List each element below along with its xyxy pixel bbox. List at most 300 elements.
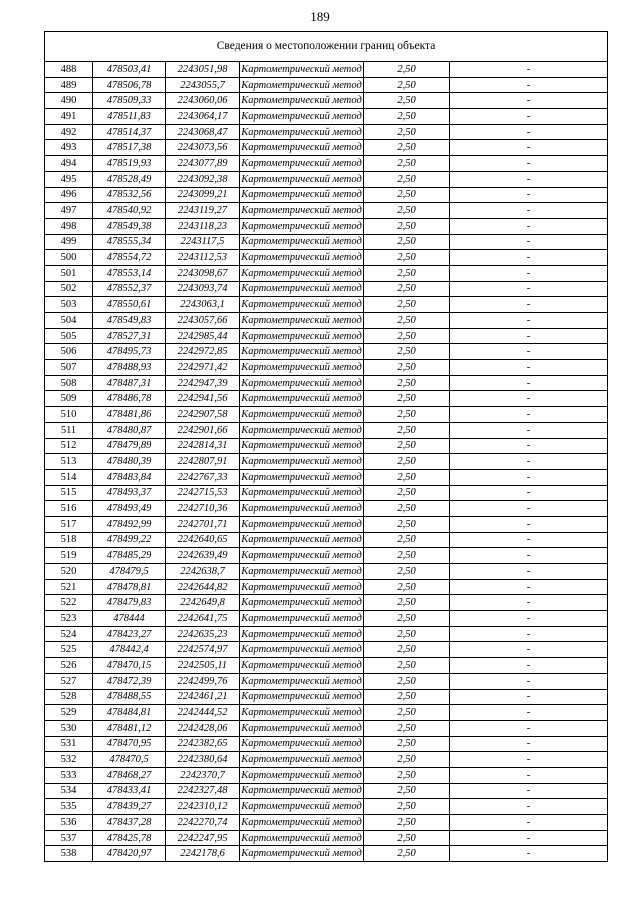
cell-coord-x: 478444 xyxy=(93,611,166,627)
table-row xyxy=(45,156,608,172)
cell-description: - xyxy=(450,124,608,140)
cell-method: Картометрический метод xyxy=(240,375,364,391)
cell-description: - xyxy=(450,532,608,548)
cell-precision: 2,50 xyxy=(364,595,450,611)
cell-precision: 2,50 xyxy=(364,250,450,266)
cell-coord-y: 2242247,95 xyxy=(166,830,240,846)
cell-precision: 2,50 xyxy=(364,407,450,423)
cell-precision: 2,50 xyxy=(364,846,450,862)
cell-description: - xyxy=(450,752,608,768)
cell-coord-x: 478479,83 xyxy=(93,595,166,611)
cell-method: Картометрический метод xyxy=(240,720,364,736)
cell-point-number: 537 xyxy=(45,830,93,846)
cell-method: Картометрический метод xyxy=(240,156,364,172)
cell-point-number: 489 xyxy=(45,77,93,93)
cell-precision: 2,50 xyxy=(364,62,450,78)
cell-point-number: 533 xyxy=(45,767,93,783)
cell-point-number: 498 xyxy=(45,218,93,234)
cell-description: - xyxy=(450,187,608,203)
cell-point-number: 526 xyxy=(45,658,93,674)
cell-coord-x: 478552,37 xyxy=(93,281,166,297)
cell-point-number: 492 xyxy=(45,124,93,140)
cell-coord-y: 2243060,06 xyxy=(166,93,240,109)
cell-coord-x: 478439,27 xyxy=(93,799,166,815)
table-row xyxy=(45,532,608,548)
table-row xyxy=(45,485,608,501)
cell-point-number: 524 xyxy=(45,626,93,642)
cell-precision: 2,50 xyxy=(364,548,450,564)
cell-method: Картометрический метод xyxy=(240,736,364,752)
table-row xyxy=(45,548,608,564)
cell-description: - xyxy=(450,485,608,501)
table-row xyxy=(45,611,608,627)
cell-precision: 2,50 xyxy=(364,234,450,250)
cell-point-number: 509 xyxy=(45,391,93,407)
cell-coord-x: 478555,34 xyxy=(93,234,166,250)
table-title: Сведения о местоположении границ объекта xyxy=(45,32,608,62)
cell-point-number: 501 xyxy=(45,265,93,281)
cell-coord-x: 478468,27 xyxy=(93,767,166,783)
cell-coord-y: 2242635,23 xyxy=(166,626,240,642)
table-row xyxy=(45,218,608,234)
cell-coord-y: 2243051,98 xyxy=(166,62,240,78)
cell-description: - xyxy=(450,767,608,783)
cell-coord-y: 2242710,36 xyxy=(166,501,240,517)
cell-precision: 2,50 xyxy=(364,767,450,783)
cell-coord-x: 478550,61 xyxy=(93,297,166,313)
cell-method: Картометрический метод xyxy=(240,846,364,862)
cell-description: - xyxy=(450,313,608,329)
cell-coord-y: 2242499,76 xyxy=(166,673,240,689)
cell-method: Картометрический метод xyxy=(240,548,364,564)
cell-description: - xyxy=(450,830,608,846)
cell-description: - xyxy=(450,736,608,752)
cell-coord-x: 478423,27 xyxy=(93,626,166,642)
cell-method: Картометрический метод xyxy=(240,328,364,344)
cell-precision: 2,50 xyxy=(364,611,450,627)
cell-precision: 2,50 xyxy=(364,564,450,580)
cell-method: Картометрический метод xyxy=(240,140,364,156)
cell-method: Картометрический метод xyxy=(240,595,364,611)
cell-point-number: 510 xyxy=(45,407,93,423)
cell-description: - xyxy=(450,218,608,234)
cell-coord-x: 478483,84 xyxy=(93,469,166,485)
cell-coord-y: 2242807,91 xyxy=(166,454,240,470)
table-row xyxy=(45,360,608,376)
cell-method: Картометрический метод xyxy=(240,297,364,313)
table-row xyxy=(45,783,608,799)
cell-point-number: 508 xyxy=(45,375,93,391)
table-row xyxy=(45,626,608,642)
cell-description: - xyxy=(450,344,608,360)
cell-precision: 2,50 xyxy=(364,485,450,501)
cell-method: Картометрический метод xyxy=(240,265,364,281)
cell-description: - xyxy=(450,469,608,485)
cell-coord-x: 478553,14 xyxy=(93,265,166,281)
cell-precision: 2,50 xyxy=(364,171,450,187)
cell-coord-x: 478540,92 xyxy=(93,203,166,219)
cell-description: - xyxy=(450,642,608,658)
table-row xyxy=(45,171,608,187)
cell-point-number: 517 xyxy=(45,516,93,532)
cell-coord-y: 2243063,1 xyxy=(166,297,240,313)
cell-point-number: 522 xyxy=(45,595,93,611)
cell-method: Картометрический метод xyxy=(240,516,364,532)
cell-coord-y: 2242270,74 xyxy=(166,815,240,831)
cell-method: Картометрический метод xyxy=(240,815,364,831)
cell-point-number: 528 xyxy=(45,689,93,705)
table-row xyxy=(45,767,608,783)
table-body xyxy=(45,62,608,862)
cell-point-number: 499 xyxy=(45,234,93,250)
table-row xyxy=(45,689,608,705)
cell-coord-x: 478433,41 xyxy=(93,783,166,799)
cell-coord-y: 2242972,85 xyxy=(166,344,240,360)
cell-description: - xyxy=(450,109,608,125)
cell-description: - xyxy=(450,705,608,721)
cell-method: Картометрический метод xyxy=(240,767,364,783)
cell-point-number: 505 xyxy=(45,328,93,344)
table-row xyxy=(45,265,608,281)
cell-description: - xyxy=(450,297,608,313)
cell-description: - xyxy=(450,501,608,517)
table-row xyxy=(45,752,608,768)
cell-precision: 2,50 xyxy=(364,187,450,203)
cell-coord-y: 2243099,21 xyxy=(166,187,240,203)
cell-coord-x: 478549,83 xyxy=(93,313,166,329)
cell-description: - xyxy=(450,93,608,109)
cell-description: - xyxy=(450,422,608,438)
cell-method: Картометрический метод xyxy=(240,532,364,548)
cell-method: Картометрический метод xyxy=(240,469,364,485)
cell-point-number: 536 xyxy=(45,815,93,831)
cell-method: Картометрический метод xyxy=(240,234,364,250)
cell-point-number: 525 xyxy=(45,642,93,658)
cell-precision: 2,50 xyxy=(364,830,450,846)
table-row xyxy=(45,77,608,93)
cell-precision: 2,50 xyxy=(364,297,450,313)
cell-method: Картометрический метод xyxy=(240,579,364,595)
cell-description: - xyxy=(450,234,608,250)
cell-precision: 2,50 xyxy=(364,673,450,689)
cell-method: Картометрический метод xyxy=(240,501,364,517)
cell-precision: 2,50 xyxy=(364,516,450,532)
cell-precision: 2,50 xyxy=(364,124,450,140)
cell-description: - xyxy=(450,328,608,344)
table-row xyxy=(45,297,608,313)
cell-description: - xyxy=(450,720,608,736)
cell-coord-y: 2242444,52 xyxy=(166,705,240,721)
table-row xyxy=(45,815,608,831)
cell-precision: 2,50 xyxy=(364,218,450,234)
cell-method: Картометрический метод xyxy=(240,250,364,266)
table-row xyxy=(45,736,608,752)
table-row xyxy=(45,830,608,846)
cell-coord-y: 2242907,58 xyxy=(166,407,240,423)
cell-coord-x: 478478,81 xyxy=(93,579,166,595)
cell-coord-x: 478442,4 xyxy=(93,642,166,658)
cell-point-number: 500 xyxy=(45,250,93,266)
cell-coord-y: 2242382,65 xyxy=(166,736,240,752)
table-row xyxy=(45,93,608,109)
cell-method: Картометрический метод xyxy=(240,391,364,407)
cell-coord-y: 2242178,6 xyxy=(166,846,240,862)
cell-coord-x: 478488,93 xyxy=(93,360,166,376)
table-row xyxy=(45,564,608,580)
cell-precision: 2,50 xyxy=(364,532,450,548)
cell-precision: 2,50 xyxy=(364,783,450,799)
cell-coord-x: 478492,99 xyxy=(93,516,166,532)
cell-coord-x: 478481,12 xyxy=(93,720,166,736)
cell-precision: 2,50 xyxy=(364,281,450,297)
cell-method: Картометрический метод xyxy=(240,124,364,140)
cell-precision: 2,50 xyxy=(364,815,450,831)
cell-coord-y: 2242574,97 xyxy=(166,642,240,658)
cell-precision: 2,50 xyxy=(364,109,450,125)
cell-coord-y: 2242814,31 xyxy=(166,438,240,454)
cell-coord-y: 2242701,71 xyxy=(166,516,240,532)
cell-method: Картометрический метод xyxy=(240,109,364,125)
cell-method: Картометрический метод xyxy=(240,485,364,501)
cell-coord-x: 478503,41 xyxy=(93,62,166,78)
cell-point-number: 512 xyxy=(45,438,93,454)
cell-coord-x: 478519,93 xyxy=(93,156,166,172)
cell-description: - xyxy=(450,579,608,595)
cell-coord-x: 478480,39 xyxy=(93,454,166,470)
boundary-table xyxy=(44,31,608,862)
cell-precision: 2,50 xyxy=(364,454,450,470)
table-row xyxy=(45,62,608,78)
cell-coord-y: 2242971,42 xyxy=(166,360,240,376)
cell-precision: 2,50 xyxy=(364,203,450,219)
table-row xyxy=(45,595,608,611)
cell-description: - xyxy=(450,250,608,266)
table-row xyxy=(45,124,608,140)
cell-coord-x: 478495,73 xyxy=(93,344,166,360)
cell-coord-x: 478485,29 xyxy=(93,548,166,564)
cell-coord-x: 478549,38 xyxy=(93,218,166,234)
cell-point-number: 504 xyxy=(45,313,93,329)
cell-method: Картометрический метод xyxy=(240,564,364,580)
cell-method: Картометрический метод xyxy=(240,62,364,78)
cell-method: Картометрический метод xyxy=(240,705,364,721)
cell-precision: 2,50 xyxy=(364,265,450,281)
cell-coord-y: 2242380,64 xyxy=(166,752,240,768)
table-row xyxy=(45,579,608,595)
cell-point-number: 506 xyxy=(45,344,93,360)
table-row xyxy=(45,720,608,736)
cell-method: Картометрический метод xyxy=(240,344,364,360)
table-row xyxy=(45,658,608,674)
cell-coord-y: 2243057,66 xyxy=(166,313,240,329)
cell-point-number: 493 xyxy=(45,140,93,156)
cell-description: - xyxy=(450,375,608,391)
cell-coord-x: 478481,86 xyxy=(93,407,166,423)
cell-precision: 2,50 xyxy=(364,313,450,329)
cell-description: - xyxy=(450,564,608,580)
cell-coord-x: 478479,89 xyxy=(93,438,166,454)
table-row xyxy=(45,407,608,423)
cell-point-number: 514 xyxy=(45,469,93,485)
cell-coord-y: 2243055,7 xyxy=(166,77,240,93)
table-row xyxy=(45,799,608,815)
table-row xyxy=(45,391,608,407)
cell-method: Картометрический метод xyxy=(240,454,364,470)
cell-coord-x: 478472,39 xyxy=(93,673,166,689)
cell-point-number: 516 xyxy=(45,501,93,517)
cell-description: - xyxy=(450,265,608,281)
cell-coord-y: 2243119,27 xyxy=(166,203,240,219)
cell-point-number: 538 xyxy=(45,846,93,862)
cell-coord-x: 478480,87 xyxy=(93,422,166,438)
cell-point-number: 495 xyxy=(45,171,93,187)
table-row xyxy=(45,438,608,454)
cell-precision: 2,50 xyxy=(364,93,450,109)
cell-point-number: 494 xyxy=(45,156,93,172)
table-row xyxy=(45,234,608,250)
cell-precision: 2,50 xyxy=(364,720,450,736)
table-row xyxy=(45,344,608,360)
cell-description: - xyxy=(450,516,608,532)
cell-precision: 2,50 xyxy=(364,689,450,705)
cell-coord-y: 2242505,11 xyxy=(166,658,240,674)
cell-point-number: 491 xyxy=(45,109,93,125)
table-row xyxy=(45,281,608,297)
cell-description: - xyxy=(450,626,608,642)
cell-coord-x: 478470,15 xyxy=(93,658,166,674)
cell-precision: 2,50 xyxy=(364,642,450,658)
cell-precision: 2,50 xyxy=(364,422,450,438)
cell-coord-x: 478420,97 xyxy=(93,846,166,862)
table-row xyxy=(45,375,608,391)
cell-coord-y: 2242649,8 xyxy=(166,595,240,611)
cell-point-number: 502 xyxy=(45,281,93,297)
table-row xyxy=(45,250,608,266)
cell-coord-x: 478511,83 xyxy=(93,109,166,125)
cell-coord-x: 478527,31 xyxy=(93,328,166,344)
cell-coord-x: 478532,56 xyxy=(93,187,166,203)
cell-coord-y: 2243077,89 xyxy=(166,156,240,172)
table-row xyxy=(45,328,608,344)
cell-point-number: 531 xyxy=(45,736,93,752)
cell-description: - xyxy=(450,77,608,93)
cell-description: - xyxy=(450,611,608,627)
cell-coord-x: 478517,38 xyxy=(93,140,166,156)
cell-coord-y: 2243117,5 xyxy=(166,234,240,250)
cell-precision: 2,50 xyxy=(364,658,450,674)
table-row xyxy=(45,469,608,485)
cell-coord-x: 478528,49 xyxy=(93,171,166,187)
cell-coord-x: 478487,31 xyxy=(93,375,166,391)
cell-coord-y: 2242461,21 xyxy=(166,689,240,705)
cell-point-number: 521 xyxy=(45,579,93,595)
cell-method: Картометрический метод xyxy=(240,203,364,219)
cell-point-number: 503 xyxy=(45,297,93,313)
cell-coord-y: 2243098,67 xyxy=(166,265,240,281)
table-title-row xyxy=(45,32,608,62)
cell-point-number: 496 xyxy=(45,187,93,203)
cell-coord-y: 2242638,7 xyxy=(166,564,240,580)
table-row xyxy=(45,140,608,156)
cell-coord-x: 478488,55 xyxy=(93,689,166,705)
cell-description: - xyxy=(450,454,608,470)
cell-precision: 2,50 xyxy=(364,375,450,391)
table-row xyxy=(45,705,608,721)
cell-precision: 2,50 xyxy=(364,156,450,172)
cell-precision: 2,50 xyxy=(364,626,450,642)
cell-description: - xyxy=(450,673,608,689)
cell-point-number: 530 xyxy=(45,720,93,736)
cell-description: - xyxy=(450,140,608,156)
cell-description: - xyxy=(450,407,608,423)
cell-point-number: 490 xyxy=(45,93,93,109)
cell-method: Картометрический метод xyxy=(240,626,364,642)
cell-description: - xyxy=(450,360,608,376)
cell-method: Картометрический метод xyxy=(240,171,364,187)
cell-coord-x: 478493,37 xyxy=(93,485,166,501)
cell-description: - xyxy=(450,846,608,862)
cell-method: Картометрический метод xyxy=(240,281,364,297)
cell-precision: 2,50 xyxy=(364,799,450,815)
cell-coord-y: 2243068,47 xyxy=(166,124,240,140)
cell-description: - xyxy=(450,815,608,831)
cell-description: - xyxy=(450,658,608,674)
cell-coord-y: 2242715,53 xyxy=(166,485,240,501)
cell-description: - xyxy=(450,203,608,219)
cell-coord-y: 2242428,06 xyxy=(166,720,240,736)
table-row xyxy=(45,422,608,438)
cell-point-number: 527 xyxy=(45,673,93,689)
cell-precision: 2,50 xyxy=(364,438,450,454)
cell-coord-x: 478554,72 xyxy=(93,250,166,266)
cell-point-number: 534 xyxy=(45,783,93,799)
cell-description: - xyxy=(450,799,608,815)
cell-coord-y: 2243118,23 xyxy=(166,218,240,234)
table-row xyxy=(45,109,608,125)
table-row xyxy=(45,501,608,517)
cell-point-number: 520 xyxy=(45,564,93,580)
cell-method: Картометрический метод xyxy=(240,642,364,658)
cell-method: Картометрический метод xyxy=(240,187,364,203)
cell-coord-y: 2242901,66 xyxy=(166,422,240,438)
cell-precision: 2,50 xyxy=(364,579,450,595)
cell-coord-x: 478437,28 xyxy=(93,815,166,831)
cell-method: Картометрический метод xyxy=(240,799,364,815)
cell-coord-y: 2243112,53 xyxy=(166,250,240,266)
cell-coord-y: 2242310,12 xyxy=(166,799,240,815)
cell-coord-x: 478499,22 xyxy=(93,532,166,548)
cell-method: Картометрический метод xyxy=(240,673,364,689)
table-row xyxy=(45,673,608,689)
cell-method: Картометрический метод xyxy=(240,77,364,93)
cell-coord-x: 478484,81 xyxy=(93,705,166,721)
cell-method: Картометрический метод xyxy=(240,611,364,627)
cell-coord-y: 2242327,48 xyxy=(166,783,240,799)
cell-coord-y: 2243092,38 xyxy=(166,171,240,187)
cell-coord-y: 2242941,56 xyxy=(166,391,240,407)
table-row xyxy=(45,516,608,532)
cell-precision: 2,50 xyxy=(364,360,450,376)
cell-method: Картометрический метод xyxy=(240,658,364,674)
cell-coord-x: 478470,5 xyxy=(93,752,166,768)
cell-precision: 2,50 xyxy=(364,752,450,768)
table-row xyxy=(45,313,608,329)
cell-coord-y: 2242639,49 xyxy=(166,548,240,564)
cell-coord-x: 478470,95 xyxy=(93,736,166,752)
cell-coord-y: 2243093,74 xyxy=(166,281,240,297)
cell-coord-x: 478509,33 xyxy=(93,93,166,109)
cell-point-number: 511 xyxy=(45,422,93,438)
